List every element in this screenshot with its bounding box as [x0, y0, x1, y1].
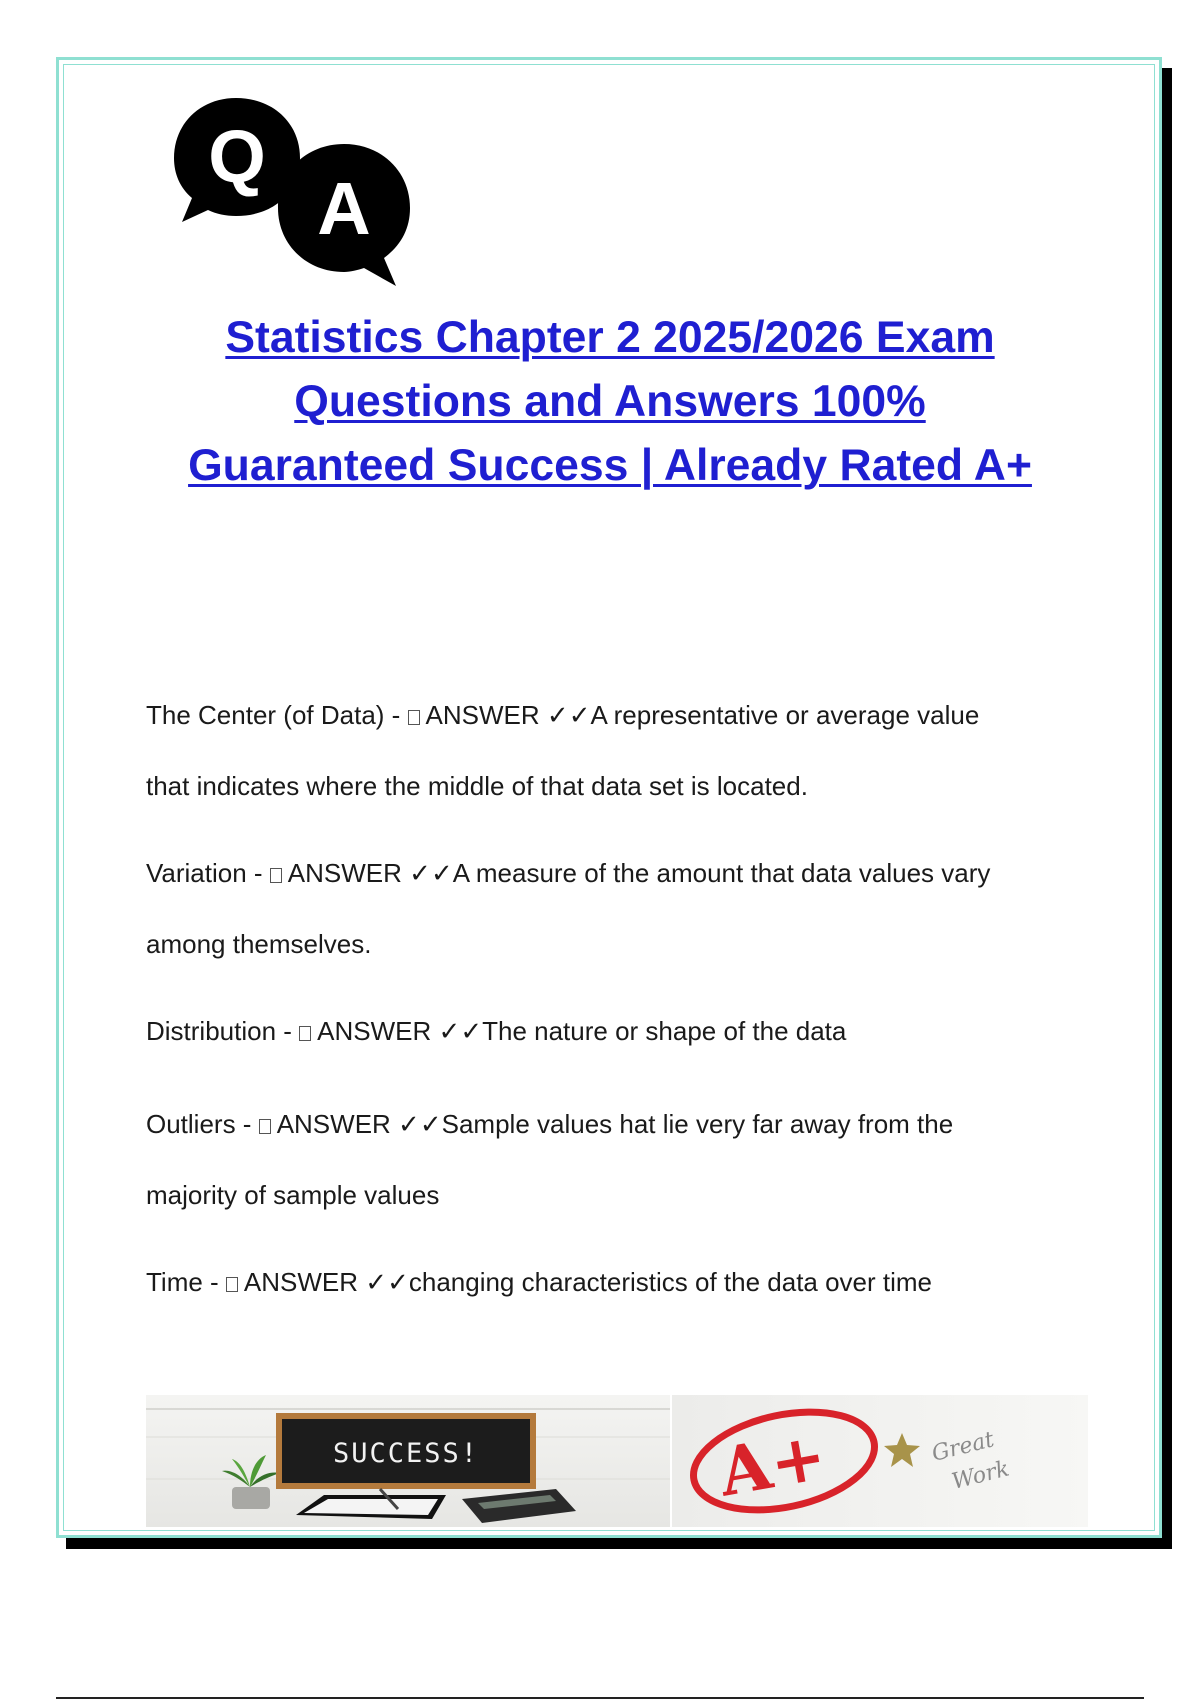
- box-icon: [408, 710, 420, 725]
- document-title: [100, 306, 1120, 498]
- answer-label: ANSWER: [287, 858, 402, 888]
- check-icon: ✓✓: [365, 1267, 409, 1297]
- logo-a: A: [317, 167, 371, 250]
- qa-answer-cont: among themselves.: [146, 929, 372, 959]
- note-line-1: Great: [929, 1427, 997, 1467]
- qa-item: The Center (of Data) - ANSWER ✓✓A representative or average value that indicates where the middle of that data set is located.: [146, 700, 980, 801]
- title-line-1: Statistics Chapter 2 2025/2026 Exam: [225, 313, 995, 362]
- box-icon: [270, 868, 282, 883]
- qa-item: Distribution - ANSWER ✓✓The nature or shape of the data: [146, 1016, 847, 1046]
- check-icon: ✓✓: [409, 858, 453, 888]
- answer-label: ANSWER: [425, 700, 540, 730]
- title-line-2: Questions and Answers 100%: [294, 377, 926, 426]
- qa-answer: Sample values hat lie very far away from the: [441, 1109, 954, 1139]
- box-icon: [299, 1026, 311, 1041]
- plant-icon: [222, 1455, 280, 1509]
- qa-term: Outliers: [146, 1109, 236, 1139]
- calculator-icon: [462, 1489, 576, 1523]
- qa-logo-icon: [174, 96, 434, 288]
- check-icon: ✓✓: [398, 1109, 442, 1139]
- grade-banner-image: [672, 1395, 1088, 1527]
- qa-list: [146, 680, 1086, 1318]
- success-banner-image: [146, 1395, 670, 1527]
- check-icon: ✓✓: [546, 700, 591, 730]
- note-line-2: Work: [949, 1456, 1012, 1495]
- chalkboard-text: SUCCESS!: [332, 1438, 480, 1469]
- answer-label: ANSWER: [317, 1016, 432, 1046]
- answer-label: ANSWER: [276, 1109, 391, 1139]
- qa-answer-cont: that indicates where the middle of that data set is located.: [146, 771, 808, 801]
- qa-answer: The nature or shape of the data: [482, 1016, 847, 1046]
- chalkboard: [276, 1413, 536, 1489]
- qa-item: Outliers - ANSWER ✓✓Sample values hat lie very far away from the majority of sample values: [146, 1109, 954, 1210]
- qa-term: Distribution: [146, 1016, 277, 1046]
- box-icon: [226, 1277, 238, 1292]
- footer-rule: [56, 1697, 1144, 1699]
- logo-q: Q: [208, 115, 266, 198]
- answer-label: ANSWER: [243, 1267, 359, 1297]
- qa-answer: A measure of the amount that data values vary: [452, 858, 991, 888]
- box-icon: [259, 1119, 271, 1134]
- check-icon: ✓✓: [438, 1016, 483, 1046]
- qa-answer: changing characteristics of the data over time: [408, 1267, 933, 1297]
- qa-item: Variation - ANSWER ✓✓A measure of the amount that data values vary among themselves.: [146, 858, 991, 959]
- qa-item: Time - ANSWER ✓✓changing characteristics of the data over time: [146, 1267, 933, 1297]
- qa-answer: A representative or average value: [590, 700, 980, 730]
- qa-term: The Center (of Data): [146, 700, 385, 730]
- qa-answer-cont: majority of sample values: [146, 1180, 440, 1210]
- grade-text: A+: [713, 1416, 832, 1512]
- title-line-3: Guaranteed Success | Already Rated A+: [188, 441, 1032, 490]
- qa-term: Time: [146, 1267, 203, 1297]
- qa-term: Variation: [146, 858, 247, 888]
